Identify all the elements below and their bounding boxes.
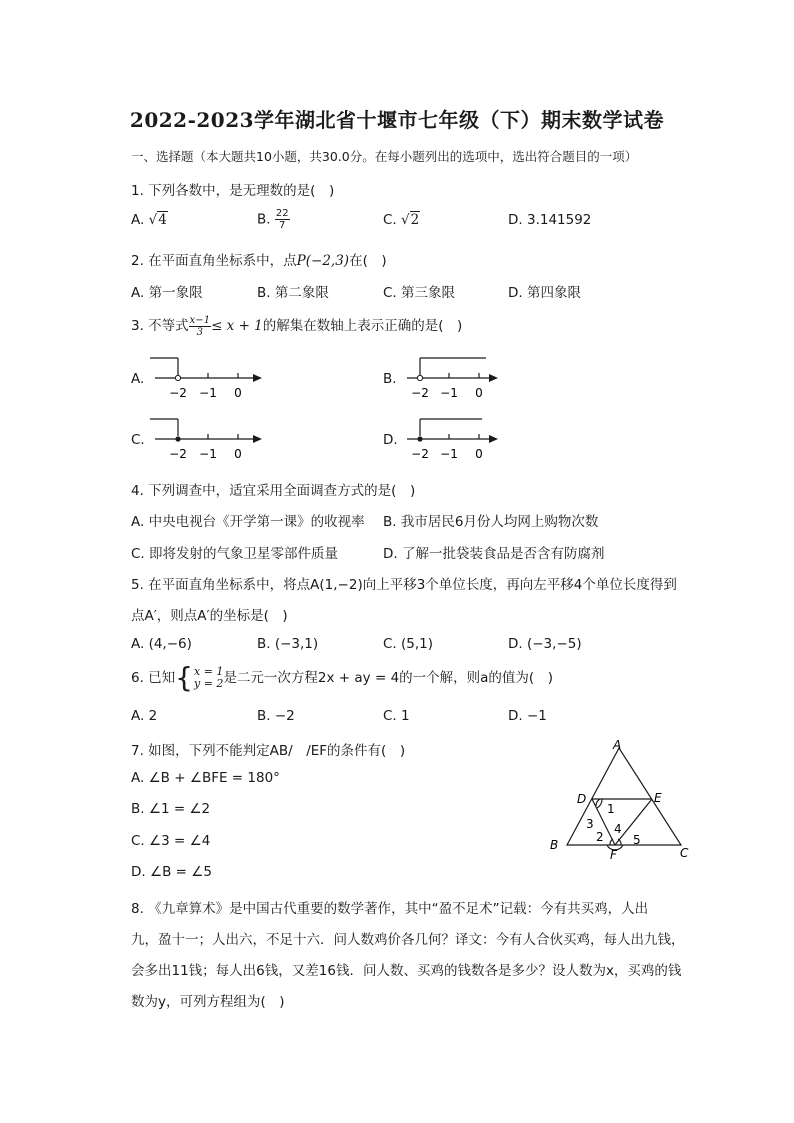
angle-2-label: 2 xyxy=(596,830,604,844)
q3-number-line-b xyxy=(402,352,522,402)
question-3-stem: 3. 不等式 $\frac{x-1}{3}$ ≤ x + 1的解集在数轴上表示正确的是( ) xyxy=(131,314,463,338)
question-5-line-1: 5. 在平面直角坐标系中，将点A(1,−2)向上平移3个单位长度，再向左平移4个单位长度得到 xyxy=(131,577,677,593)
q5-option-b: B. (−3,1) xyxy=(257,636,319,652)
question-1-stem: 1. 下列各数中，是无理数的是( ) xyxy=(131,183,335,199)
tick-label: 0 xyxy=(475,386,483,400)
point-e-label: E xyxy=(654,791,662,805)
q1-option-d: D. 3.141592 xyxy=(508,212,592,228)
question-8-line-3: 会多出11钱；每人出6钱，又差16钱．问人数、买鸡的钱数各是多少？设人数为x，买鸡的钱 xyxy=(131,963,682,979)
angle-1-label: 1 xyxy=(607,802,615,816)
tick-label: −1 xyxy=(440,386,458,400)
q2-option-b: B. 第二象限 xyxy=(257,285,329,301)
q4-option-b: B. 我市居民6月份人均网上购物次数 xyxy=(383,514,599,530)
point-a-label: A xyxy=(613,738,622,752)
q7-triangle-figure xyxy=(540,735,710,865)
q1-option-c: C. √2 xyxy=(383,212,420,228)
q6-option-a: A. 2 xyxy=(131,708,158,724)
question-8-line-2: 九，盈十一；人出六，不足十六．问人数鸡价各几何？译文：今有人合伙买鸡，每人出九钱， xyxy=(131,932,685,948)
tick-label: −2 xyxy=(411,386,429,400)
q7-option-d: D. ∠B = ∠5 xyxy=(131,864,212,880)
q2-option-d: D. 第四象限 xyxy=(508,285,581,301)
q2-option-c: C. 第三象限 xyxy=(383,285,456,301)
tick-label: −1 xyxy=(440,447,458,461)
q7-option-b: B. ∠1 = ∠2 xyxy=(131,801,211,817)
tick-label: −2 xyxy=(169,447,187,461)
q2-option-a: A. 第一象限 xyxy=(131,285,203,301)
q3-option-c-label: C. xyxy=(131,432,145,448)
q6-option-d: D. −1 xyxy=(508,708,547,724)
tick-label: 0 xyxy=(234,447,242,461)
point-f-label: F xyxy=(610,848,617,862)
q3-number-line-a xyxy=(150,352,270,402)
question-8-line-1: 8. 《九章算术》是中国古代重要的数学著作，其中“盈不足术”记载：今有共买鸡，人出 xyxy=(131,901,649,917)
tick-label: −2 xyxy=(169,386,187,400)
section-heading: 一、选择题（本大题共10小题，共30.0分。在每小题列出的选项中，选出符合题目的一项） xyxy=(131,149,638,164)
tick-label: −1 xyxy=(199,447,217,461)
q5-option-a: A. (4,−6) xyxy=(131,636,192,652)
q3-option-b-label: B. xyxy=(383,371,397,387)
tick-label: −1 xyxy=(199,386,217,400)
q6-option-c: C. 1 xyxy=(383,708,410,724)
q4-option-c: C. 即将发射的气象卫星零部件质量 xyxy=(131,546,339,562)
q5-option-d: D. (−3,−5) xyxy=(508,636,582,652)
angle-3-label: 3 xyxy=(586,817,594,831)
question-4-stem: 4. 下列调查中，适宜采用全面调查方式的是( ) xyxy=(131,483,416,499)
q6-option-b: B. −2 xyxy=(257,708,295,724)
q5-option-c: C. (5,1) xyxy=(383,636,434,652)
tick-label: −2 xyxy=(411,447,429,461)
question-5-line-2: 点A′，则点A′的坐标是( ) xyxy=(131,608,288,624)
q1-option-b: B. $\frac{22}{7}$ xyxy=(257,208,289,231)
q7-option-a: A. ∠B + ∠BFE = 180° xyxy=(131,770,280,786)
q4-option-d: D. 了解一批袋装食品是否含有防腐剂 xyxy=(383,546,605,562)
point-d-label: D xyxy=(577,792,587,806)
q3-number-line-c xyxy=(150,413,270,463)
point-c-label: C xyxy=(680,846,689,860)
question-8-line-4: 数为y，可列方程组为( ) xyxy=(131,994,285,1010)
q1-option-a: A. √4 xyxy=(131,212,167,228)
angle-4-label: 4 xyxy=(614,822,622,836)
point-b-label: B xyxy=(550,838,559,852)
q7-option-c: C. ∠3 = ∠4 xyxy=(131,833,211,849)
question-7-stem: 7. 如图，下列不能判定AB/ /EF的条件有( ) xyxy=(131,743,406,759)
angle-5-label: 5 xyxy=(633,833,641,847)
question-2-stem: 2. 在平面直角坐标系中，点P(−2,3)在( ) xyxy=(131,253,387,269)
q4-option-a: A. 中央电视台《开学第一课》的收视率 xyxy=(131,514,365,530)
q3-option-a-label: A. xyxy=(131,371,145,387)
q3-option-d-label: D. xyxy=(383,432,398,448)
tick-label: 0 xyxy=(234,386,242,400)
page-title: 2022-2023学年湖北省十堰市七年级（下）期末数学试卷 xyxy=(129,108,665,132)
question-6-stem: 6. 已知{ x = 1 y = 2 是二元一次方程2x + ay = 4的一个解，则a的值为( ) xyxy=(131,661,553,694)
tick-label: 0 xyxy=(475,447,483,461)
q3-number-line-d xyxy=(402,413,522,463)
